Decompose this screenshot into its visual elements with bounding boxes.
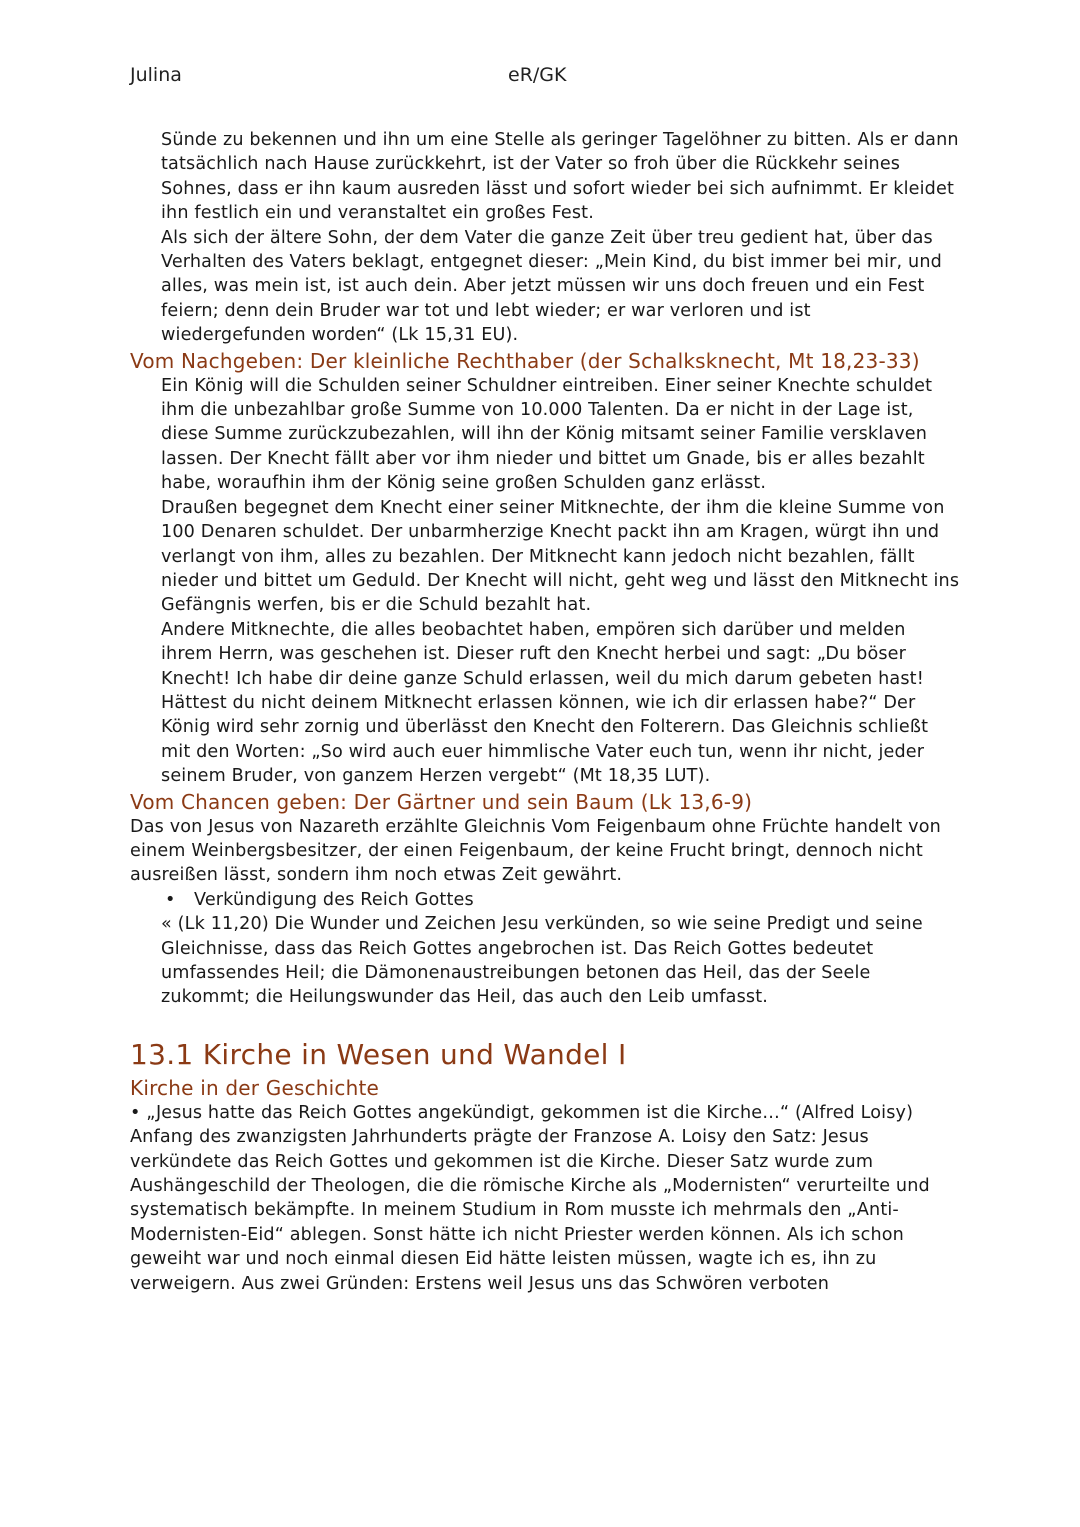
course-label: eR/GK: [508, 64, 567, 86]
schalksknecht-paragraph-2: Draußen begegnet dem Knecht einer seiner Mitknechte, der ihm die kleine Summe von 100 Denaren schuldet. Der unbarmherzige Knecht packt ihn am Kragen, würgt ihn und verlangt von ihm, alles zu bezahlen. Der Mitknecht kann jedoch nicht bezahlen, fällt nieder und bittet um Geduld. Der Knecht will nicht, geht weg und lässt den Mitknecht ins Gefängnis werfen, bis er die Schuld bezahlt hat.: [161, 497, 960, 616]
schalksknecht-paragraph-3: Andere Mitknechte, die alles beobachtet haben, empören sich darüber und melden ihrem Herrn, was geschehen ist. Dieser ruft den Knecht herbei und sagt: „Du böser Knecht! Ich habe dir deine ganze Schuld erlassen, weil du mich darum gebeten hast! Hättest du nicht deinem Mitknecht erlassen können, wie ich dir erlassen habe?“ Der König wird sehr zornig und überlässt den Knecht den Folterern. Das Gleichnis schließt mit den Worten: „So wird auch euer himmlische Vater euch tun, wenn ihr nicht, jeder seinem Bruder, von ganzem Herzen vergebt“ (Mt 18,35 LUT).: [161, 619, 929, 787]
document-body: [130, 128, 960, 1296]
section-heading-gaertner: Vom Chancen geben: Der Gärtner und sein Baum (Lk 13,6-9): [130, 789, 753, 814]
gaertner-paragraph: Das von Jesus von Nazareth erzählte Gleichnis Vom Feigenbaum ohne Früchte handelt von einem Weinbergsbesitzer, der einen Feigenbaum, der keine Frucht bringt, dennoch nicht ausreißen lässt, sondern ihm noch etwas Zeit gewährt.: [130, 816, 941, 886]
bullet-text: Verkündigung des Reich Gottes: [194, 889, 474, 910]
bullet-dot-icon: •: [165, 889, 176, 910]
section-heading-schalksknecht: Vom Nachgeben: Der kleinliche Rechthaber (der Schalksknecht, Mt 18,23-33): [130, 348, 920, 373]
reich-gottes-paragraph: « (Lk 11,20) Die Wunder und Zeichen Jesu verkünden, so wie seine Predigt und seine Gleichnisse, dass das Reich Gottes angebrochen ist. Das Reich Gottes bedeutet umfassendes Heil; die Dämonenaustreibungen betonen das Heil, das der Seele zukommt; die Heilungswunder das Heil, das auch den Leib umfasst.: [161, 914, 923, 1008]
chapter-subheading: Kirche in der Geschichte: [130, 1075, 380, 1100]
chapter-paragraph: Anfang des zwanzigsten Jahrhunderts prägte der Franzose A. Loisy den Satz: Jesus verkündete das Reich Gottes und gekommen ist die Kirche. Dieser Satz wurde zum Aushängeschild der Theologen, die die römische Kirche als „Modernisten“ verurteilte und systematisch bekämpfte. In meinem Studium in Rom musste ich mehrmals den „Anti-Modernisten-Eid“ ablegen. Sonst hätte ich nicht Priester werden können. Als ich schon geweiht war und noch einmal diesen Eid hätte leisten müssen, wagte ich es, ihn zu verweigern. Aus zwei Gründen: Erstens weil Jesus uns das Schwören verboten: [130, 1127, 930, 1294]
chapter-title: 13.1 Kirche in Wesen und Wandel I: [130, 1037, 627, 1071]
author-name: Julina: [130, 64, 182, 86]
intro-paragraph-2: Als sich der ältere Sohn, der dem Vater die ganze Zeit über treu gedient hat, über das Verhalten des Vaters beklagt, entgegnet dieser: „Mein Kind, du bist immer bei mir, und alles, was mein ist, ist auch dein. Aber jetzt müssen wir uns doch freuen und ein Fest feiern; denn dein Bruder war tot und lebt wieder; er war verloren und ist wiedergefunden worden“ (Lk 15,31 EU).: [161, 227, 942, 346]
intro-paragraph-1: Sünde zu bekennen und ihn um eine Stelle als geringer Tagelöhner zu bitten. Als er dann tatsächlich nach Hause zurückkehrt, ist der Vater so froh über die Rückkehr seines Sohnes, dass er ihn kaum ausreden lässt und sofort wieder bei sich aufnimmt. Er kleidet ihn festlich ein und veranstaltet ein großes Fest.: [161, 130, 959, 224]
bullet-item: [130, 888, 960, 912]
loisy-quote: • „Jesus hatte das Reich Gottes angekündigt, gekommen ist die Kirche…“ (Alfred Loisy): [130, 1102, 914, 1123]
schalksknecht-paragraph-1: Ein König will die Schulden seiner Schuldner eintreiben. Einer seiner Knechte schuldet ihm die unbezahlbar große Summe von 10.000 Talenten. Da er nicht in der Lage ist, diese Summe zurückzubezahlen, will ihn der König mitsamt seiner Familie versklaven lassen. Der Knecht fällt aber vor ihm nieder und bittet um Gnade, bis er alles bezahlt habe, woraufhin ihm der König seine großen Schulden ganz erlässt.: [161, 375, 933, 494]
